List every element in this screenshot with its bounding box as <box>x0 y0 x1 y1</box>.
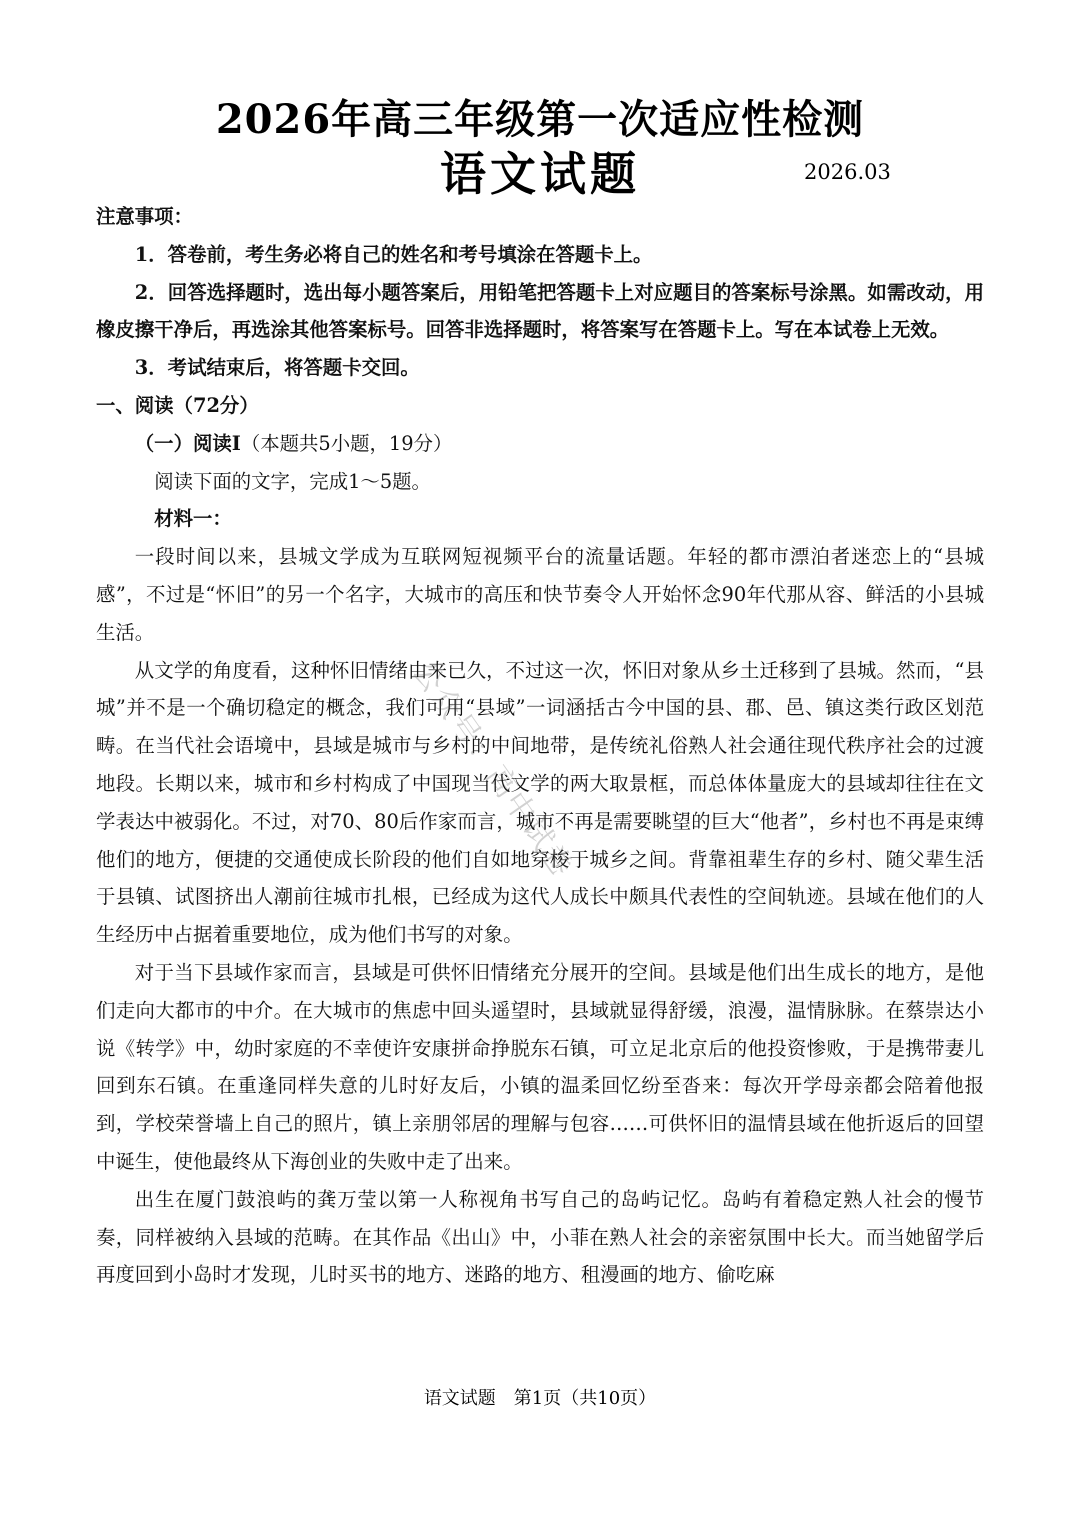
reading-instruction: 阅读下面的文字，完成1～5题。 <box>154 469 431 493</box>
notice-item-3: 3．考试结束后，将答题卡交回。 <box>134 356 420 380</box>
paragraph-1: 一段时间以来，县城文学成为互联网短视频平台的流量话题。年轻的都市漂泊者迷恋上的“县城感”，不过是“怀旧”的另一个名字，大城市的高压和快节奏令人开始怀念90年代那从容、鲜活的小县城生活。 <box>96 545 984 644</box>
paragraph-4: 出生在厦门鼓浪屿的龚万莹以第一人称视角书写自己的岛屿记忆。岛屿有着稳定熟人社会的慢节奏，同样被纳入县域的范畴。在其作品《出山》中，小菲在熟人社会的亲密氛围中长大。而当她留学后再度回到小岛时才发现，儿时买书的地方、迷路的地方、租漫画的地方、偷吃麻 <box>96 1187 984 1287</box>
page-footer: 语文试题 第1页（共10页） <box>423 1388 657 1409</box>
paragraph-2: 从文学的角度看，这种怀旧情绪由来已久，不过这一次，怀旧对象从乡土迁移到了县城。然而，“县城”并不是一个确切稳定的概念，我们可用“县域”一词涵括古今中国的县、郡、邑、镇这类行政区划范畴。在当代社会语境中，县域是城市与乡村的中间地带，是传统礼俗熟人社会通往现代秩序社会的过渡地段。长期以来，城市和乡村构成了中国现当代文学的两大取景框，而总体体量庞大的县域却往往在文学表达中被弱化。不过，对70、80后作家而言，城市不再是需要眺望的巨大“他者”，乡村也不再是束缚他们的地方，便捷的交通使成长阶段的他们自如地穿梭于城乡之间。背靠祖辈生存的乡村、随父辈生活于县镇、试图挤出人潮前往城市扎根，已经成为这代人成长中颇具代表性的空间轨迹。县域在他们的人生经历中占据着重要地位，成为他们书写的对象。 <box>96 658 985 947</box>
paragraph-3: 对于当下县域作家而言，县域是可供怀旧情绪充分展开的空间。县域是他们出生成长的地方，是他们走向大都市的中介。在大城市的焦虑中回头遥望时，县域就显得舒缓，浪漫，温情脉脉。在蔡崇达小说《转学》中，幼时家庭的不幸使许安康拼命挣脱东石镇，可立足北京后的他投资惨败，于是携带妻儿回到东石镇。在重逢同样失意的儿时好友后，小镇的温柔回忆纷至沓来：每次开学母亲都会陪着他报到，学校荣誉墙上自己的照片，镇上亲朋邻居的理解与包容……可供怀旧的温情县域在他折返后的回望中诞生，使他最终从下海创业的失败中走了出来。 <box>96 960 984 1173</box>
section-heading: 一、阅读（72分） <box>96 393 259 417</box>
watermark: 公众号：高中试卷 <box>404 654 581 885</box>
subsection-heading <box>96 425 984 463</box>
exam-date: 2026.03 <box>804 160 891 184</box>
exam-content <box>96 198 984 1294</box>
subsection-title: （一）阅读I <box>134 431 241 455</box>
notice-heading: 注意事项： <box>96 205 193 228</box>
notice-item-2: 2．回答选择题时，选出每小题答案后，用铅笔把答题卡上对应题目的答案标号涂黑。如需改动，用橡皮擦干净后，再选涂其他答案标号。回答非选择题时，将答案写在答题卡上。写在本试卷上无效。 <box>96 280 984 342</box>
notice-item-1: 1．答卷前，考生务必将自己的姓名和考号填涂在答题卡上。 <box>134 242 653 266</box>
exam-subtitle: 语文试题 <box>440 147 640 201</box>
material-label: 材料一： <box>154 507 232 531</box>
exam-title: 2026年高三年级第一次适应性检测 <box>215 96 865 143</box>
subsection-note: （本题共5小题，19分） <box>240 431 453 455</box>
